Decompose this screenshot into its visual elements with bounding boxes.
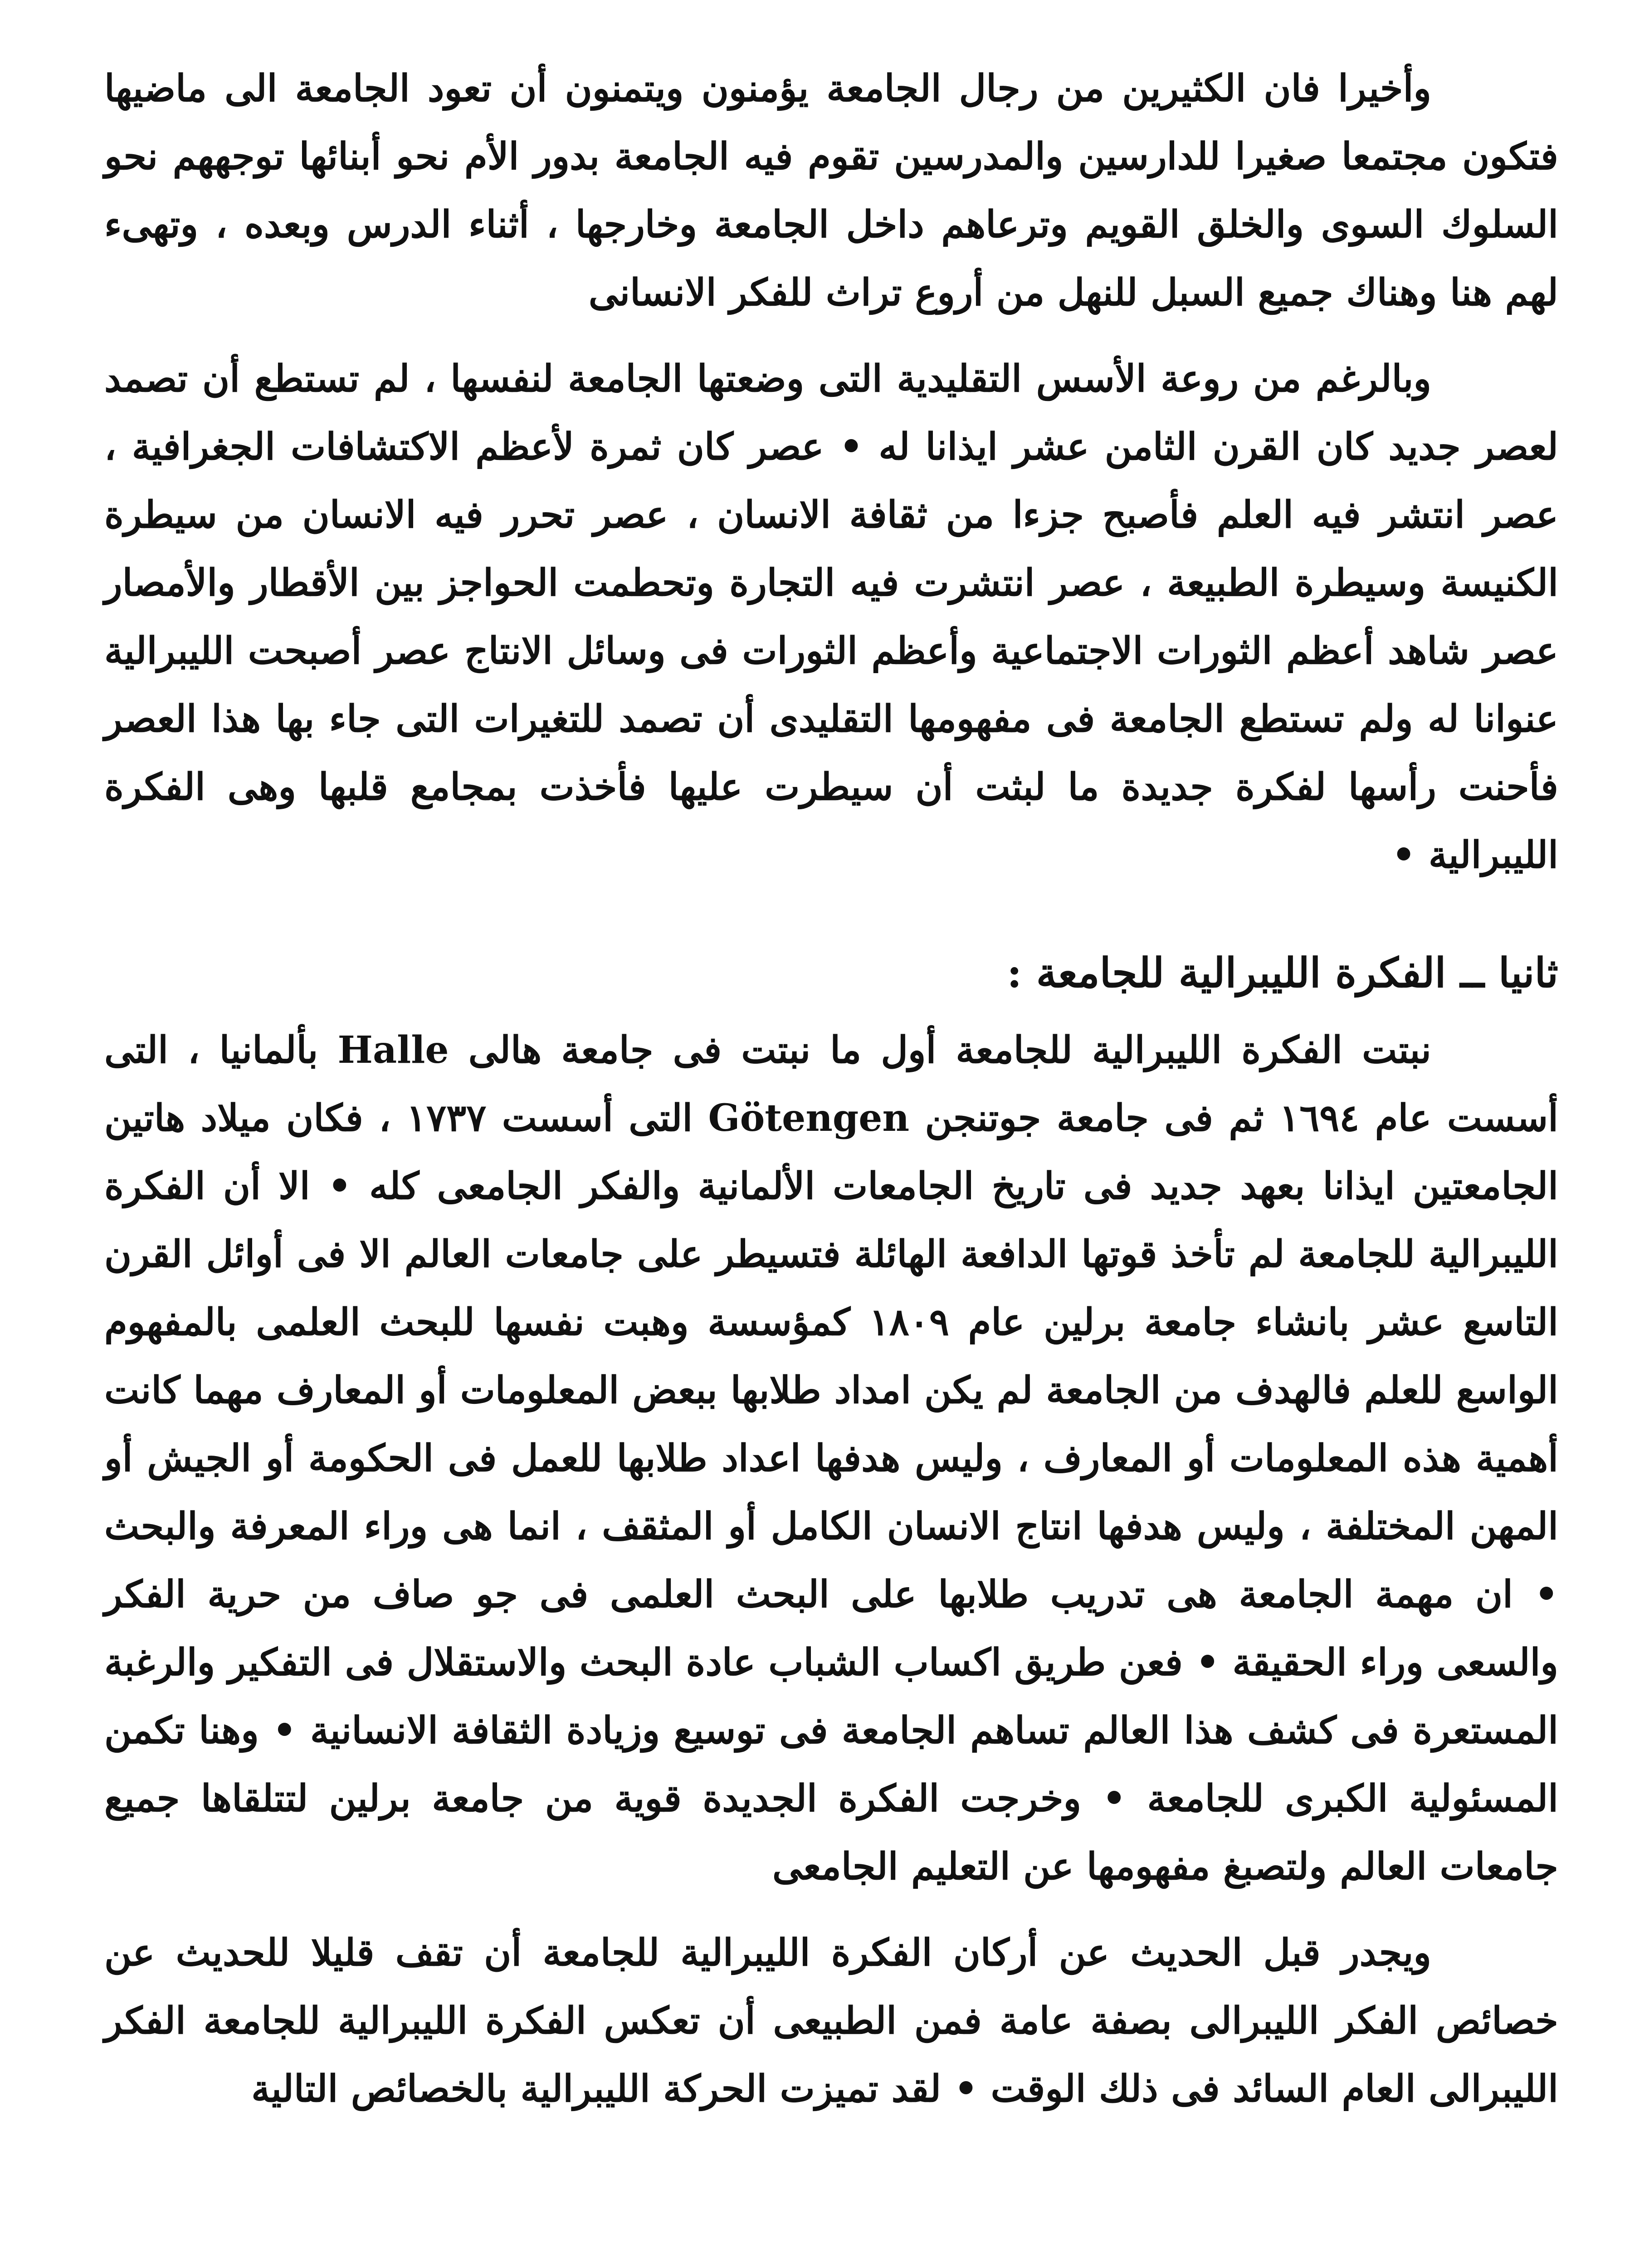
paragraph-liberal-idea-origin: نبتت الفكرة الليبرالية للجامعة أول ما نبتت فى جامعة هالى Halle بألمانيا ، التى أسست عام ١٦٩٤ ثم فى جامعة جوتنجن Götengen التى أسست ١٧٣٧ ، فكان ميلاد هاتين الجامعتين ايذانا بعهد جديد فى تاريخ الجامعات الألمانية والفكر الجامعى كله • الا أن الفكرة الليبرالية للجامعة لم تأخذ قوتها الدافعة الهائلة فتسيطر على جامعات العالم الا فى أوائل القرن التاسع عشر بانشاء جامعة برلين عام ١٨٠٩ كمؤسسة وهبت نفسها للبحث العلمى بالمفهوم الواسع للعلم فالهدف من الجامعة لم يكن امداد طلابها ببعض المعلومات أو المعارف مهما كانت أهمية هذه المعلومات أو المعارف ، وليس هدفها اعداد طلابها للعمل فى الحكومة أو الجيش أو المهن المختلفة ، وليس هدفها انتاج الانسان الكامل أو المثقف ، انما هى وراء المعرفة والبحث • ان مهمة الجامعة هى تدريب طلابها على البحث العلمى فى جو صاف من حرية الفكر والسعى وراء الحقيقة • فعن طريق اكساب الشباب عادة البحث والاستقلال فى التفكير والرغبة المستعرة فى كشف هذا العالم تساهم الجامعة فى توسيع وزيادة الثقافة الانسانية • وهنا تكمن المسئولية الكبرى للجامعة • وخرجت الفكرة الجديدة قوية من جامعة برلين لتتلقاها جميع جامعات العالم ولتصبغ مفهومها عن التعليم الجامعى [104, 1028, 1558, 1888]
paragraph-liberal-characteristics: ويجدر قبل الحديث عن أركان الفكرة الليبرالية للجامعة أن تقف قليلا للحديث عن خصائص الفكر الليبرالى بصفة عامة فمن الطبيعى أن تعكس الفكرة الليبرالية للجامعة الفكر الليبرالى العام السائد فى ذلك الوقت • لقد تميزت الحركة الليبرالية بالخصائص التالية [104, 1931, 1558, 2111]
paragraph-new-era: وبالرغم من روعة الأسس التقليدية التى وضعتها الجامعة لنفسها ، لم تستطع أن تصمد لعصر جديد كان القرن الثامن عشر ايذانا له • عصر كان ثمرة لأعظم الاكتشافات الجغرافية ، عصر انتشر فيه العلم فأصبح جزءا من ثقافة الانسان ، عصر تحرر فيه الانسان من سيطرة الكنيسة وسيطرة الطبيعة ، عصر انتشرت فيه التجارة وتحطمت الحواجز بين الأقطار والأمصار عصر شاهد أعظم الثورات الاجتماعية وأعظم الثورات فى وسائل الانتاج عصر أصبحت الليبرالية عنوانا له ولم تستطع الجامعة فى مفهومها التقليدى أن تصمد للتغيرات التى جاء بها هذا العصر فأحنت رأسها لفكرة جديدة ما لبثت أن سيطرت عليها فأخذت بمجامع قلبها وهى الفكرة الليبرالية • [104, 357, 1558, 877]
paragraph-university-past: وأخيرا فان الكثيرين من رجال الجامعة يؤمنون ويتمنون أن تعود الجامعة الى ماضيها فتكون مجتمعا صغيرا للدارسين والمدرسين تقوم فيه الجامعة بدور الأم نحو أبنائها توجههم نحو السلوك السوى والخلق القويم وترعاهم داخل الجامعة وخارجها ، أثناء الدرس وبعده ، وتهىء لهم هنا وهناك جميع السبل للنهل من أروع تراث للفكر الانسانى [104, 67, 1558, 314]
document-page [104, 54, 1558, 2268]
section-heading-liberal-idea: ثانيا ــ الفكرة الليبرالية للجامعة : [1007, 949, 1558, 997]
